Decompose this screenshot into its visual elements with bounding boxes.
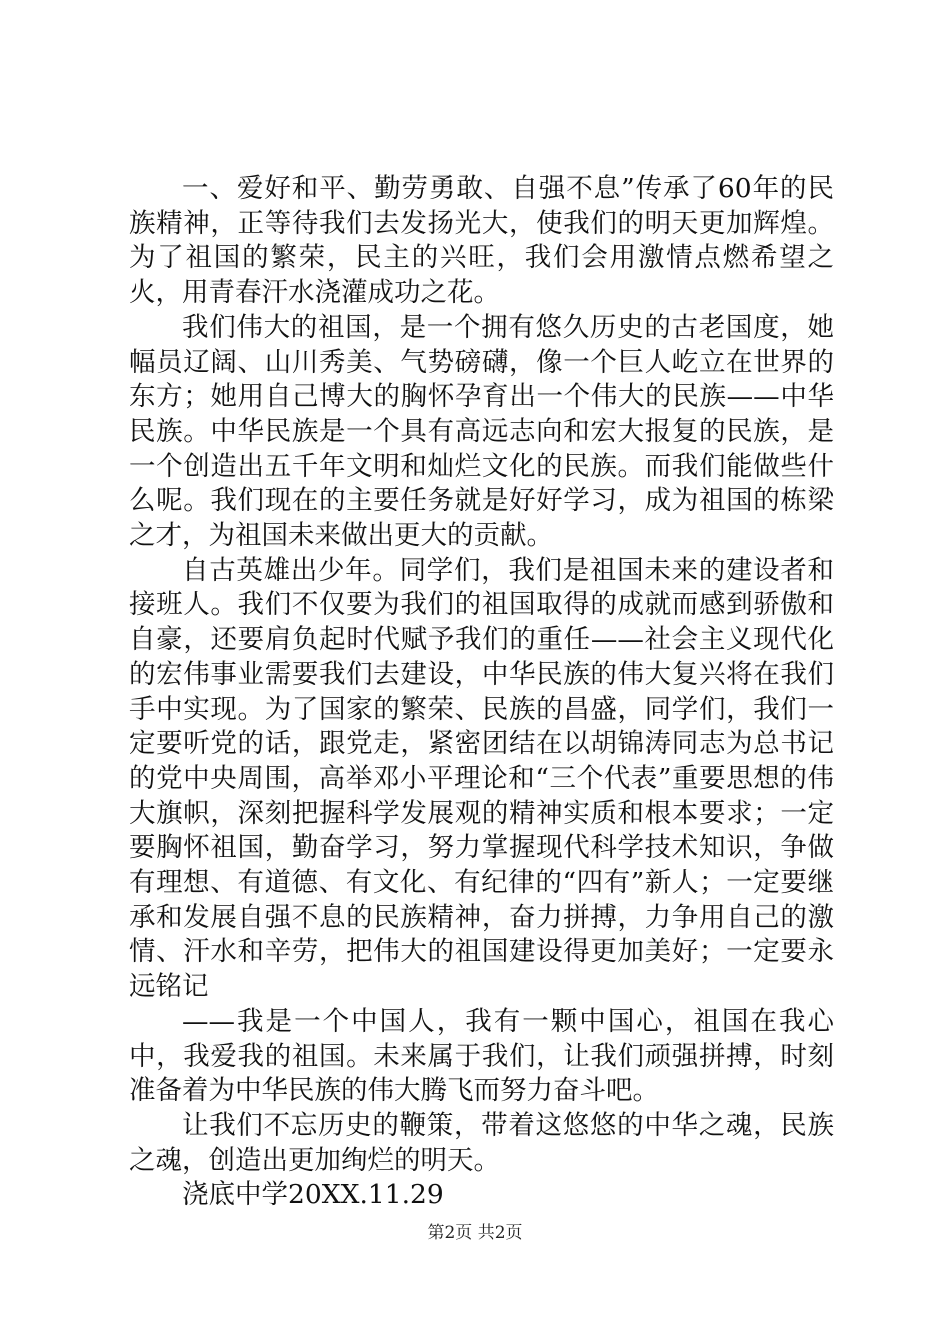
document-body	[129, 172, 834, 1213]
paragraph-1: 一、爱好和平、勤劳勇敢、自强不息”传承了60年的民族精神，正等待我们去发扬光大，使我们的明天更加辉煌。为了祖国的繁荣，民主的兴旺，我们会用激情点燃希望之火，用青春汗水浇灌成功之花。	[129, 173, 834, 309]
paragraph-2: 我们伟大的祖国，是一个拥有悠久历史的古老国度，她幅员辽阔、山川秀美、气势磅礴，像一个巨人屹立在世界的东方；她用自己博大的胸怀孕育出一个伟大的民族——中华民族。中华民族是一个具有高远志向和宏大报复的民族，是一个创造出五千年文明和灿烂文化的民族。而我们能做些什么呢。我们现在的主要任务就是好好学习，成为祖国的栋梁之才，为祖国未来做出更大的贡献。	[129, 311, 834, 552]
paragraph-4: ——我是一个中国人，我有一颗中国心，祖国在我心中，我爱我的祖国。未来属于我们，让我们顽强拼搏，时刻准备着为中华民族的伟大腾飞而努力奋斗吧。	[129, 1005, 834, 1107]
paragraph-3: 自古英雄出少年。同学们，我们是祖国未来的建设者和接班人。我们不仅要为我们的祖国取得的成就而感到骄傲和自豪，还要肩负起时代赋予我们的重任——社会主义现代化的宏伟事业需要我们去建设，中华民族的伟大复兴将在我们手中实现。为了国家的繁荣、民族的昌盛，同学们，我们一定要听党的话，跟党走，紧密团结在以胡锦涛同志为总书记的党中央周围，高举邓小平理论和“三个代表”重要思想的伟大旗帜，深刻把握科学发展观的精神实质和根本要求；一定要胸怀祖国，勤奋学习，努力掌握现代科学技术知识，争做有理想、有道德、有文化、有纪律的“四有”新人；一定要继承和发展自强不息的民族精神，奋力拼搏，力争用自己的激情、汗水和辛劳，把伟大的祖国建设得更加美好；一定要永远铭记	[129, 554, 834, 1003]
page-number-footer: 第2页 共2页	[427, 1223, 523, 1243]
signature-line: 浇底中学20XX.11.29	[182, 1179, 444, 1211]
paragraph-5: 让我们不忘历史的鞭策，带着这悠悠的中华之魂，民族之魂，创造出更加绚烂的明天。	[129, 1109, 834, 1176]
